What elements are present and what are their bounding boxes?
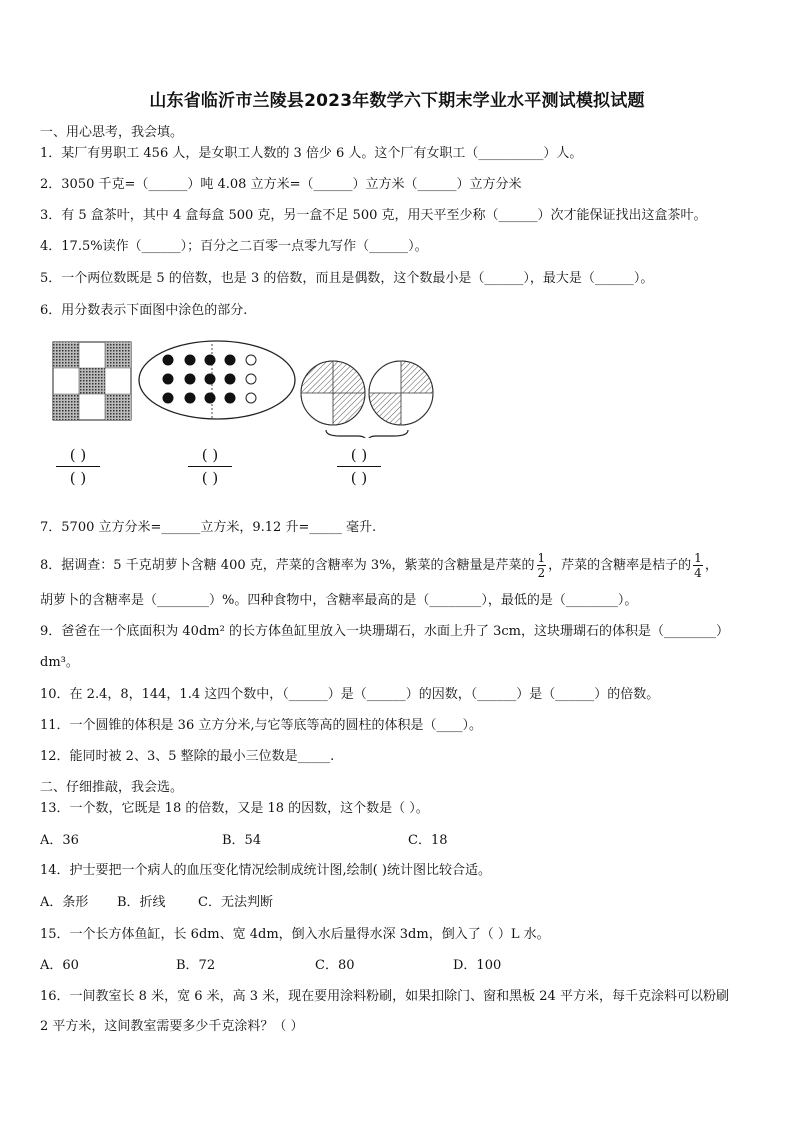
question-3: 3．有 5 盒茶叶，其中 4 盒每盒 500 克，另一盒不足 500 克，用天平至少称（______）次才能保证找出这盒茶叶。 bbox=[40, 208, 707, 223]
fraction-one-half: $\frac{1}{2}$ bbox=[537, 551, 546, 580]
question-7: 7．5700 立方分米=______立方米，9.12 升=_____ 毫升. bbox=[40, 520, 377, 535]
question-12: 12．能同时被 2、3、5 整除的最小三位数是_____. bbox=[40, 749, 335, 764]
option-14-c: C．无法判断 bbox=[198, 895, 273, 910]
question-16-line2: 2 平方米，这间教室需要多少千克涂料？（ ） bbox=[40, 1019, 304, 1034]
quarter-circles bbox=[301, 361, 433, 425]
shaded-figures bbox=[50, 338, 450, 438]
question-9-line1: 9．爸爸在一个底面积为 40dm² 的长方体鱼缸里放入一块珊瑚石，水面上升了 3cm，这块珊瑚石的体积是（________） bbox=[40, 624, 729, 639]
question-2: 2．3050 千克=（______）吨 4.08 立方米=（______）立方米（______）立方分米 bbox=[40, 177, 522, 192]
option-15-a: A．60 bbox=[40, 958, 79, 973]
question-9-line2: dm³。 bbox=[40, 655, 79, 670]
fraction-one-quarter: $\frac{1}{4}$ bbox=[694, 551, 702, 580]
question-11: 11．一个圆锥的体积是 36 立方分米,与它等底等高的圆柱的体积是（____）。 bbox=[40, 718, 482, 733]
question-8-line2: 胡萝卜的含糖率是（________）%。四种食物中，含糖率最高的是（________），最低的是（________）。 bbox=[40, 593, 638, 608]
option-13-a: A．36 bbox=[40, 833, 79, 848]
section-heading-choice: 二、仔细推敲，我会选。 bbox=[40, 780, 184, 795]
question-8-line1: 8．据调查：5 千克胡萝卜含糖 400 克，芹菜的含糖率为 3%，紫菜的含糖量是芹菜的 $\frac{1}{2}$ ，芹菜的含糖率是桔子的 $\frac{1}{4}$ ， bbox=[40, 551, 718, 580]
option-15-d: D．100 bbox=[453, 958, 502, 973]
option-13-c: C．18 bbox=[408, 833, 448, 848]
page-title: 山东省临沂市兰陵县2023年数学六下期末学业水平测试模拟试题 bbox=[149, 91, 645, 111]
option-15-c: C．80 bbox=[315, 958, 355, 973]
option-15-b: B．72 bbox=[176, 958, 216, 973]
question-16-line1: 16．一间教室长 8 米，宽 6 米，高 3 米，现在要用涂料粉刷，如果扣除门、窗和黑板 24 平方米，每千克涂料可以粉刷 bbox=[40, 989, 729, 1004]
question-15: 15．一个长方体鱼缸，长 6dm、宽 4dm，倒入水后量得水深 3dm，倒入了（ ）L 水。 bbox=[40, 927, 550, 942]
brace bbox=[326, 430, 408, 438]
question-10: 10．在 2.4，8，144，1.4 这四个数中，（______）是（______）的因数，（______）是（______）的倍数。 bbox=[40, 687, 660, 702]
option-14-b: B．折线 bbox=[117, 895, 166, 910]
question-4: 4．17.5%读作（______）；百分之二百零一点零九写作（______）。 bbox=[40, 239, 428, 254]
option-13-b: B．54 bbox=[222, 833, 262, 848]
option-14-a: A．条形 bbox=[40, 895, 89, 910]
answer-fraction-dots: ( ) ( ) bbox=[188, 444, 232, 489]
section-heading-fill: 一、用心思考，我会填。 bbox=[40, 125, 184, 140]
question-1: 1．某厂有男职工 456 人，是女职工人数的 3 倍少 6 人。这个厂有女职工（__________）人。 bbox=[40, 146, 583, 161]
answer-fraction-square: ( ) ( ) bbox=[56, 444, 100, 489]
dot-ellipse bbox=[139, 341, 295, 419]
answer-fraction-circles: ( ) ( ) bbox=[337, 444, 381, 489]
question-5: 5．一个两位数既是 5 的倍数，也是 3 的倍数，而且是偶数，这个数最小是（______），最大是（______）。 bbox=[40, 271, 654, 286]
checkerboard-square bbox=[53, 342, 131, 420]
question-6: 6．用分数表示下面图中涂色的部分. bbox=[40, 303, 248, 318]
question-13: 13．一个数，它既是 18 的倍数，又是 18 的因数，这个数是（ ）。 bbox=[40, 801, 429, 816]
question-14: 14．护士要把一个病人的血压变化情况绘制成统计图,绘制( )统计图比较合适。 bbox=[40, 863, 491, 878]
